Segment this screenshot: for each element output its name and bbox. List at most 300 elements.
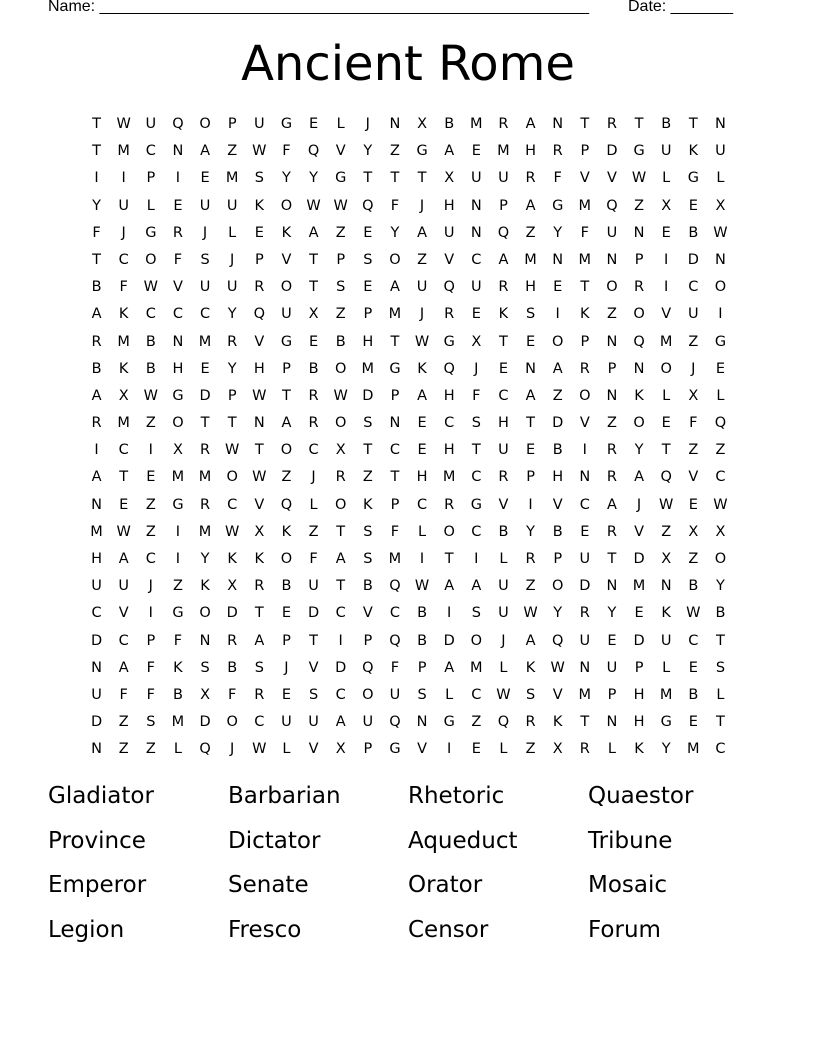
- grid-letter: H: [91, 551, 103, 567]
- grid-letter: Y: [634, 442, 644, 459]
- grid-letter: A: [254, 632, 265, 649]
- grid-letter: A: [498, 251, 509, 268]
- grid-letter: Y: [526, 523, 535, 540]
- grid-letter: E: [146, 469, 156, 486]
- grid-letter: U: [308, 578, 319, 595]
- grid-letter: U: [362, 714, 374, 731]
- grid-letter: H: [497, 415, 509, 432]
- grid-letter: P: [390, 387, 400, 404]
- grid-letter: V: [579, 415, 590, 432]
- grid-letter: H: [253, 360, 265, 377]
- grid-letter: U: [91, 686, 102, 703]
- grid-letter: R: [91, 415, 102, 432]
- word-bank-item: Mosaic: [588, 872, 668, 898]
- grid-letter: Z: [118, 714, 129, 731]
- grid-letter: U: [471, 279, 482, 296]
- grid-row: [83, 111, 734, 138]
- grid-letter: Q: [633, 333, 645, 350]
- grid-letter: A: [91, 469, 102, 486]
- grid-letter: N: [606, 387, 618, 404]
- grid-letter: I: [528, 496, 533, 513]
- grid-letter: Y: [363, 143, 373, 160]
- grid-letter: C: [335, 605, 346, 622]
- grid-letter: E: [688, 659, 698, 676]
- grid-letter: Z: [688, 551, 699, 567]
- grid-letter: O: [334, 496, 347, 513]
- grid-letter: W: [252, 741, 267, 758]
- grid-letter: R: [498, 116, 509, 132]
- grid-letter: W: [550, 659, 565, 676]
- grid-letter: Z: [688, 442, 699, 459]
- grid-letter: E: [607, 632, 617, 649]
- grid-letter: C: [417, 496, 428, 513]
- grid-letter: P: [634, 659, 644, 676]
- grid-letter: M: [225, 170, 239, 187]
- grid-letter: Y: [607, 605, 617, 622]
- grid-letter: C: [308, 442, 319, 459]
- grid-letter: A: [417, 387, 428, 404]
- grid-row: [83, 247, 734, 274]
- grid-letter: T: [336, 578, 346, 595]
- grid-letter: O: [199, 605, 211, 622]
- grid-letter: G: [280, 116, 293, 132]
- grid-letter: T: [390, 170, 400, 187]
- grid-letter: E: [688, 496, 698, 513]
- grid-letter: G: [443, 714, 455, 731]
- grid-letter: Z: [281, 469, 292, 486]
- grid-letter: M: [90, 523, 103, 540]
- grid-letter: S: [254, 170, 264, 187]
- grid-letter: W: [116, 523, 131, 540]
- grid-letter: E: [661, 415, 671, 432]
- grid-letter: R: [606, 469, 617, 486]
- grid-letter: C: [471, 469, 482, 486]
- grid-letter: R: [498, 279, 509, 296]
- grid-letter: K: [363, 496, 373, 513]
- grid-letter: X: [335, 741, 346, 758]
- grid-letter: T: [200, 415, 210, 432]
- grid-letter: A: [335, 551, 346, 567]
- grid-letter: L: [173, 741, 182, 758]
- grid-letter: A: [606, 496, 617, 513]
- grid-letter: S: [363, 251, 373, 268]
- grid-letter: U: [199, 279, 211, 296]
- grid-row: [83, 165, 734, 192]
- grid-letter: B: [145, 360, 156, 377]
- grid-letter: J: [148, 578, 153, 595]
- grid-letter: V: [606, 170, 617, 187]
- grid-letter: C: [715, 469, 726, 486]
- grid-letter: Q: [389, 714, 401, 731]
- grid-letter: Q: [362, 197, 374, 214]
- grid-letter: E: [119, 496, 129, 513]
- grid-letter: I: [148, 442, 153, 459]
- grid-letter: F: [146, 686, 155, 703]
- grid-letter: F: [580, 224, 589, 241]
- grid-letter: O: [226, 469, 238, 486]
- grid-letter: L: [228, 224, 237, 241]
- grid-letter: C: [579, 496, 590, 513]
- grid-letter: I: [664, 251, 669, 268]
- grid-letter: B: [227, 659, 238, 676]
- grid-letter: C: [118, 251, 129, 268]
- grid-letter: N: [633, 224, 645, 241]
- grid-letter: D: [633, 551, 645, 567]
- grid-letter: U: [498, 578, 509, 595]
- grid-letter: W: [116, 116, 131, 132]
- grid-letter: M: [659, 333, 673, 350]
- grid-letter: X: [661, 551, 672, 567]
- grid-letter: C: [172, 306, 183, 323]
- word-bank-item: Rhetoric: [408, 783, 505, 809]
- grid-letter: H: [416, 469, 428, 486]
- grid-letter: S: [715, 659, 726, 676]
- grid-letter: U: [416, 279, 428, 296]
- word-bank: [48, 778, 768, 956]
- grid-letter: M: [198, 333, 212, 350]
- grid-letter: N: [660, 578, 672, 595]
- grid-letter: O: [280, 279, 293, 296]
- grid-letter: E: [173, 197, 183, 214]
- grid-letter: O: [280, 442, 293, 459]
- grid-letter: T: [92, 251, 101, 268]
- grid-letter: A: [444, 578, 455, 595]
- grid-letter: V: [254, 496, 265, 513]
- grid-letter: Q: [389, 578, 401, 595]
- grid-letter: W: [713, 496, 728, 513]
- grid-letter: K: [661, 605, 671, 622]
- grid-row: [83, 600, 734, 627]
- grid-letter: L: [499, 741, 508, 758]
- grid-letter: U: [715, 143, 726, 160]
- grid-letter: P: [363, 741, 373, 758]
- grid-letter: C: [254, 714, 265, 731]
- grid-letter: I: [447, 741, 452, 758]
- grid-letter: L: [607, 741, 616, 758]
- grid-row: [83, 546, 734, 573]
- grid-letter: J: [691, 360, 696, 377]
- grid-letter: O: [633, 415, 645, 432]
- grid-letter: D: [199, 387, 211, 404]
- grid-letter: X: [688, 523, 699, 540]
- grid-letter: N: [91, 741, 102, 758]
- grid-letter: M: [659, 686, 673, 703]
- grid-letter: V: [335, 143, 346, 160]
- grid-letter: Y: [716, 578, 725, 595]
- grid-letter: T: [634, 116, 644, 132]
- grid-letter: J: [501, 632, 506, 649]
- grid-letter: F: [173, 632, 183, 649]
- grid-letter: M: [198, 523, 212, 540]
- grid-letter: O: [362, 686, 374, 703]
- grid-letter: Y: [553, 224, 563, 241]
- grid-letter: U: [91, 578, 102, 595]
- grid-letter: P: [580, 333, 590, 350]
- grid-letter: F: [472, 387, 481, 404]
- grid-letter: X: [172, 442, 183, 459]
- grid-letter: L: [336, 116, 345, 132]
- grid-letter: W: [252, 143, 267, 160]
- grid-letter: R: [634, 279, 645, 296]
- grid-letter: G: [389, 741, 401, 758]
- grid-letter: C: [688, 632, 699, 649]
- grid-letter: W: [414, 578, 430, 595]
- grid-letter: B: [335, 333, 346, 350]
- grid-letter: Y: [92, 197, 101, 214]
- grid-row: [83, 138, 734, 165]
- grid-letter: U: [660, 632, 672, 649]
- word-bank-item: Censor: [408, 916, 489, 943]
- grid-letter: T: [92, 116, 101, 132]
- grid-letter: F: [92, 224, 101, 241]
- grid-letter: N: [633, 360, 645, 377]
- grid-letter: Z: [606, 415, 617, 432]
- grid-letter: K: [634, 741, 644, 758]
- grid-letter: C: [389, 605, 400, 622]
- grid-letter: U: [281, 306, 292, 323]
- grid-letter: I: [175, 170, 181, 187]
- grid-row: [83, 628, 734, 655]
- grid-letter: M: [578, 251, 592, 268]
- grid-letter: N: [579, 659, 591, 676]
- word-bank-item: Orator: [408, 872, 483, 898]
- grid-letter: P: [282, 632, 291, 649]
- grid-letter: N: [389, 116, 401, 132]
- grid-letter: C: [145, 143, 156, 160]
- grid-letter: C: [118, 632, 129, 649]
- grid-letter: R: [525, 551, 536, 567]
- grid-letter: E: [308, 116, 319, 132]
- grid-letter: Q: [362, 659, 374, 676]
- grid-letter: P: [390, 496, 400, 513]
- grid-letter: Z: [145, 415, 156, 432]
- grid-letter: T: [661, 442, 671, 459]
- grid-letter: P: [254, 251, 264, 268]
- grid-letter: W: [631, 170, 647, 187]
- grid-letter: R: [91, 333, 102, 350]
- grid-letter: Y: [309, 170, 318, 187]
- grid-letter: J: [474, 360, 479, 377]
- grid-letter: R: [498, 469, 509, 486]
- grid-letter: V: [172, 279, 183, 296]
- grid-letter: M: [171, 714, 185, 731]
- grid-letter: X: [552, 741, 563, 758]
- grid-letter: X: [308, 306, 319, 323]
- grid-letter: F: [553, 170, 562, 187]
- grid-letter: M: [117, 143, 130, 160]
- grid-letter: M: [470, 659, 483, 676]
- grid-letter: A: [91, 387, 102, 404]
- grid-letter: D: [606, 143, 618, 160]
- grid-letter: B: [688, 224, 699, 241]
- name-field-label: Name: _______________________________________________________: [48, 0, 589, 15]
- grid-letter: M: [524, 251, 537, 268]
- grid-letter: M: [388, 551, 402, 567]
- grid-letter: W: [686, 605, 701, 622]
- grid-letter: Q: [551, 632, 564, 649]
- grid-letter: E: [200, 360, 210, 377]
- grid-letter: E: [471, 306, 481, 323]
- grid-letter: N: [253, 415, 265, 432]
- grid-letter: S: [525, 306, 536, 323]
- grid-letter: X: [254, 523, 265, 540]
- grid-letter: H: [633, 714, 645, 731]
- grid-letter: H: [443, 387, 455, 404]
- grid-letter: O: [660, 360, 672, 377]
- grid-letter: Z: [308, 523, 319, 540]
- grid-letter: H: [552, 469, 564, 486]
- grid-letter: E: [417, 442, 427, 459]
- grid-letter: Y: [282, 170, 291, 187]
- grid-letter: A: [118, 659, 129, 676]
- grid-letter: N: [470, 224, 482, 241]
- grid-letter: X: [471, 333, 482, 350]
- grid-letter: M: [470, 116, 483, 132]
- grid-letter: A: [525, 116, 536, 132]
- grid-letter: B: [688, 578, 699, 595]
- grid-letter: G: [416, 143, 428, 160]
- word-bank-item: Dictator: [228, 827, 321, 854]
- grid-letter: C: [227, 496, 238, 513]
- grid-letter: U: [281, 714, 292, 731]
- grid-letter: S: [363, 551, 373, 567]
- grid-letter: T: [363, 442, 373, 459]
- grid-letter: C: [444, 415, 455, 432]
- grid-letter: K: [281, 224, 292, 241]
- grid-letter: Z: [335, 306, 346, 323]
- grid-letter: G: [389, 360, 401, 377]
- grid-letter: H: [362, 333, 374, 350]
- grid-letter: T: [254, 442, 264, 459]
- word-bank-item: Senate: [228, 872, 309, 898]
- grid-letter: A: [91, 306, 102, 323]
- grid-letter: F: [119, 279, 128, 296]
- grid-letter: F: [689, 415, 698, 432]
- grid-row: [83, 193, 734, 220]
- word-bank-item: Legion: [48, 916, 125, 943]
- grid-letter: Y: [227, 360, 237, 377]
- grid-letter: J: [419, 306, 425, 323]
- grid-letter: B: [552, 523, 563, 540]
- grid-letter: R: [227, 333, 238, 350]
- grid-letter: E: [498, 360, 509, 377]
- grid-letter: G: [714, 333, 727, 350]
- grid-letter: C: [471, 686, 482, 703]
- grid-letter: Z: [661, 523, 672, 540]
- grid-letter: J: [311, 469, 316, 486]
- grid-letter: O: [714, 279, 727, 296]
- grid-row: [83, 736, 734, 763]
- grid-letter: A: [200, 143, 211, 160]
- grid-letter: R: [552, 143, 563, 160]
- grid-letter: T: [607, 551, 617, 567]
- grid-letter: L: [499, 551, 508, 567]
- grid-letter: J: [636, 496, 642, 513]
- grid-letter: D: [307, 605, 320, 622]
- grid-letter: V: [254, 333, 265, 350]
- grid-letter: W: [414, 333, 430, 350]
- grid-letter: F: [146, 659, 155, 676]
- grid-letter: Z: [145, 741, 156, 758]
- grid-letter: M: [198, 469, 212, 486]
- grid-letter: J: [202, 224, 208, 241]
- grid-letter: N: [470, 197, 482, 214]
- grid-letter: I: [338, 632, 343, 649]
- grid-letter: A: [444, 659, 455, 676]
- grid-letter: N: [715, 251, 726, 268]
- grid-letter: N: [606, 333, 618, 350]
- grid-letter: I: [447, 605, 452, 622]
- grid-letter: L: [282, 741, 291, 758]
- grid-letter: U: [579, 551, 591, 567]
- grid-letter: A: [308, 224, 319, 241]
- grid-letter: H: [525, 279, 537, 296]
- grid-letter: K: [254, 551, 265, 567]
- grid-letter: V: [444, 251, 455, 268]
- grid-letter: S: [200, 251, 210, 268]
- grid-letter: A: [444, 143, 455, 160]
- grid-letter: X: [688, 387, 699, 404]
- grid-letter: S: [525, 686, 536, 703]
- grid-letter: R: [172, 224, 183, 241]
- grid-letter: V: [281, 251, 292, 268]
- grid-letter: Z: [417, 251, 428, 268]
- grid-letter: Z: [525, 578, 536, 595]
- grid-letter: J: [284, 659, 289, 676]
- grid-row: [83, 437, 734, 464]
- grid-letter: U: [199, 197, 211, 214]
- grid-letter: I: [582, 442, 587, 459]
- grid-letter: K: [254, 197, 265, 214]
- grid-letter: P: [607, 686, 617, 703]
- grid-letter: P: [336, 251, 346, 268]
- grid-letter: H: [525, 143, 537, 160]
- grid-letter: Q: [660, 469, 672, 486]
- grid-row: [83, 410, 734, 437]
- grid-letter: D: [443, 632, 455, 649]
- grid-letter: N: [91, 496, 102, 513]
- grid-letter: T: [688, 116, 698, 132]
- grid-letter: E: [363, 279, 373, 296]
- grid-letter: K: [173, 659, 183, 676]
- grid-letter: R: [606, 523, 617, 540]
- grid-letter: U: [308, 714, 319, 731]
- grid-letter: V: [634, 523, 645, 540]
- grid-letter: J: [419, 197, 425, 214]
- grid-letter: M: [117, 333, 130, 350]
- grid-letter: B: [444, 116, 455, 132]
- grid-letter: B: [362, 578, 373, 595]
- grid-letter: U: [118, 578, 129, 595]
- grid-row: [83, 220, 734, 247]
- grid-letter: O: [145, 251, 157, 268]
- grid-letter: A: [525, 632, 536, 649]
- grid-letter: K: [552, 714, 563, 731]
- grid-letter: V: [661, 306, 672, 323]
- grid-letter: S: [336, 279, 346, 296]
- grid-letter: M: [361, 360, 375, 377]
- grid-letter: V: [579, 170, 590, 187]
- grid-letter: R: [444, 306, 455, 323]
- grid-letter: H: [172, 360, 184, 377]
- grid-letter: A: [118, 551, 129, 567]
- grid-letter: E: [688, 197, 698, 214]
- grid-letter: A: [417, 224, 428, 241]
- grid-letter: T: [390, 333, 400, 350]
- grid-letter: E: [200, 170, 210, 187]
- grid-letter: W: [496, 686, 511, 703]
- grid-letter: L: [499, 659, 508, 676]
